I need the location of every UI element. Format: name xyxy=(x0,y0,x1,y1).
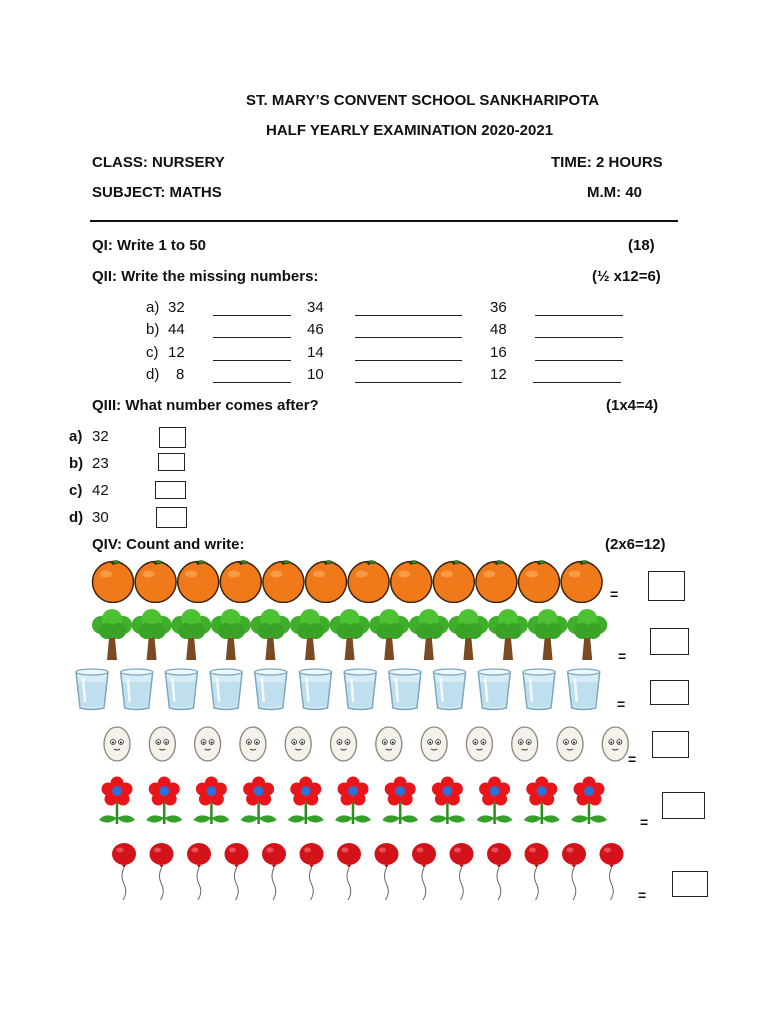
tree-icon xyxy=(290,609,330,660)
answer-box[interactable] xyxy=(650,680,689,705)
answer-box[interactable] xyxy=(672,871,708,897)
q2-row-label: b) xyxy=(146,321,160,338)
answer-box[interactable] xyxy=(662,792,705,819)
egg-icon xyxy=(376,727,402,761)
tree-icon xyxy=(171,609,211,660)
balloon-icon xyxy=(375,843,399,900)
q2-marks: (½ x12=6) xyxy=(592,268,661,285)
max-marks-label: M.M: 40 xyxy=(587,184,643,201)
answer-blank[interactable] xyxy=(535,315,623,316)
glass-icon xyxy=(344,669,376,710)
answer-blank[interactable] xyxy=(533,382,621,383)
orange-icon xyxy=(178,561,219,603)
glass-icon xyxy=(389,669,421,710)
answer-blank[interactable] xyxy=(535,337,623,338)
tree-icon xyxy=(567,609,607,660)
q2-row-label: a) xyxy=(146,299,160,316)
orange-icon xyxy=(519,561,560,603)
time-label: TIME: 2 HOURS xyxy=(551,154,663,171)
exam-title: HALF YEARLY EXAMINATION 2020-2021 xyxy=(266,122,554,139)
q3-value: 30 xyxy=(92,509,109,526)
flower-icon xyxy=(146,777,182,825)
answer-box[interactable] xyxy=(159,427,186,448)
q2-row-label: d) xyxy=(146,366,160,383)
answer-blank[interactable] xyxy=(213,360,291,361)
egg-icon xyxy=(557,727,583,761)
header-divider xyxy=(90,220,678,222)
glass-icon xyxy=(255,669,287,710)
q2-number: 14 xyxy=(307,344,324,361)
glass-icon xyxy=(523,669,555,710)
q2-number: 8 xyxy=(176,366,185,383)
q2-number: 36 xyxy=(490,299,507,316)
q2-title: QII: Write the missing numbers: xyxy=(92,268,319,285)
flower-icon xyxy=(288,777,324,825)
balloon-icon xyxy=(225,843,249,900)
flower-icon xyxy=(193,777,229,825)
balloon-icon xyxy=(525,843,549,900)
q3-label: c) xyxy=(69,482,83,499)
balloon-icon xyxy=(487,843,511,900)
q4-title: QIV: Count and write: xyxy=(92,536,245,553)
q2-number: 46 xyxy=(307,321,324,338)
tree-icon xyxy=(92,609,132,660)
answer-box[interactable] xyxy=(158,453,185,471)
balloon-icon xyxy=(450,843,474,900)
q3-value: 23 xyxy=(92,455,109,472)
q3-title: QIII: What number comes after? xyxy=(92,397,319,414)
egg-icon xyxy=(421,727,447,761)
q1-title: QI: Write 1 to 50 xyxy=(92,237,206,254)
flower-icon xyxy=(335,777,371,825)
egg-icon xyxy=(512,727,538,761)
q2-number: 48 xyxy=(490,321,507,338)
balloon-row xyxy=(105,842,645,904)
q2-number: 12 xyxy=(490,366,507,383)
balloon-icon xyxy=(600,843,624,900)
answer-blank[interactable] xyxy=(535,360,623,361)
flower-icon xyxy=(241,777,277,825)
glass-icon xyxy=(76,669,108,710)
q3-label: b) xyxy=(69,455,84,472)
flower-row xyxy=(95,776,625,828)
flower-icon xyxy=(99,777,135,825)
glass-icon xyxy=(165,669,197,710)
answer-blank[interactable] xyxy=(355,315,462,316)
answer-box[interactable] xyxy=(155,481,186,499)
glass-icon xyxy=(210,669,242,710)
answer-blank[interactable] xyxy=(213,382,291,383)
egg-icon xyxy=(195,727,221,761)
orange-icon xyxy=(263,561,304,603)
q3-label: a) xyxy=(69,428,83,445)
flower-icon xyxy=(524,777,560,825)
equals-sign: = xyxy=(610,586,619,602)
balloon-icon xyxy=(187,843,211,900)
equals-sign: = xyxy=(628,751,637,767)
orange-icon xyxy=(93,561,134,603)
orange-icon xyxy=(348,561,389,603)
answer-blank[interactable] xyxy=(213,315,291,316)
tree-icon xyxy=(250,609,290,660)
balloon-icon xyxy=(112,843,136,900)
orange-icon xyxy=(391,561,432,603)
answer-box[interactable] xyxy=(652,731,689,758)
class-label: CLASS: NURSERY xyxy=(92,154,225,171)
egg-icon xyxy=(285,727,311,761)
balloon-icon xyxy=(562,843,586,900)
equals-sign: = xyxy=(617,696,626,712)
orange-icon xyxy=(135,561,176,603)
tree-icon xyxy=(448,609,488,660)
orange-icon xyxy=(561,561,602,603)
q2-row-label: c) xyxy=(146,344,159,361)
answer-blank[interactable] xyxy=(355,337,462,338)
q3-marks: (1x4=4) xyxy=(606,397,659,414)
flower-icon xyxy=(382,777,418,825)
answer-box[interactable] xyxy=(648,571,685,601)
tree-icon xyxy=(330,609,370,660)
q2-number: 12 xyxy=(168,344,185,361)
answer-blank[interactable] xyxy=(213,337,291,338)
orange-row xyxy=(90,559,606,603)
tree-icon xyxy=(409,609,449,660)
orange-icon xyxy=(476,561,517,603)
equals-sign: = xyxy=(618,648,627,664)
orange-icon xyxy=(433,561,474,603)
orange-icon xyxy=(220,561,261,603)
q3-value: 32 xyxy=(92,428,109,445)
tree-icon xyxy=(132,609,172,660)
answer-blank[interactable] xyxy=(355,382,462,383)
subject-label: SUBJECT: MATHS xyxy=(92,184,222,201)
answer-box[interactable] xyxy=(650,628,689,655)
q1-marks: (18) xyxy=(628,237,655,254)
tree-icon xyxy=(488,609,528,660)
glass-icon xyxy=(568,669,600,710)
tree-icon xyxy=(211,609,251,660)
flower-icon xyxy=(477,777,513,825)
egg-icon xyxy=(331,727,357,761)
q3-label: d) xyxy=(69,509,84,526)
egg-icon xyxy=(466,727,492,761)
egg-icon xyxy=(149,727,175,761)
balloon-icon xyxy=(262,843,286,900)
egg-icon xyxy=(104,727,130,761)
tree-row xyxy=(92,608,610,664)
q2-number: 10 xyxy=(307,366,324,383)
orange-icon xyxy=(306,561,347,603)
glass-icon xyxy=(434,669,466,710)
glass-icon xyxy=(478,669,510,710)
answer-blank[interactable] xyxy=(355,360,462,361)
glass-row xyxy=(72,668,602,712)
q2-number: 34 xyxy=(307,299,324,316)
balloon-icon xyxy=(412,843,436,900)
q3-value: 42 xyxy=(92,482,109,499)
school-name: ST. MARY’S CONVENT SCHOOL SANKHARIPOTA xyxy=(246,92,600,109)
q2-number: 16 xyxy=(490,344,507,361)
egg-icon xyxy=(240,727,266,761)
flower-icon xyxy=(429,777,465,825)
q4-marks: (2x6=12) xyxy=(605,536,666,553)
flower-icon xyxy=(571,777,607,825)
tree-icon xyxy=(528,609,568,660)
answer-box[interactable] xyxy=(156,507,187,528)
q2-number: 44 xyxy=(168,321,185,338)
egg-icon xyxy=(602,727,628,761)
equals-sign: = xyxy=(638,887,647,903)
equals-sign: = xyxy=(640,814,649,830)
balloon-icon xyxy=(150,843,174,900)
q2-number: 32 xyxy=(168,299,185,316)
tree-icon xyxy=(369,609,409,660)
glass-icon xyxy=(300,669,332,710)
balloon-icon xyxy=(337,843,361,900)
glass-icon xyxy=(121,669,153,710)
balloon-icon xyxy=(300,843,324,900)
egg-row xyxy=(100,725,630,763)
